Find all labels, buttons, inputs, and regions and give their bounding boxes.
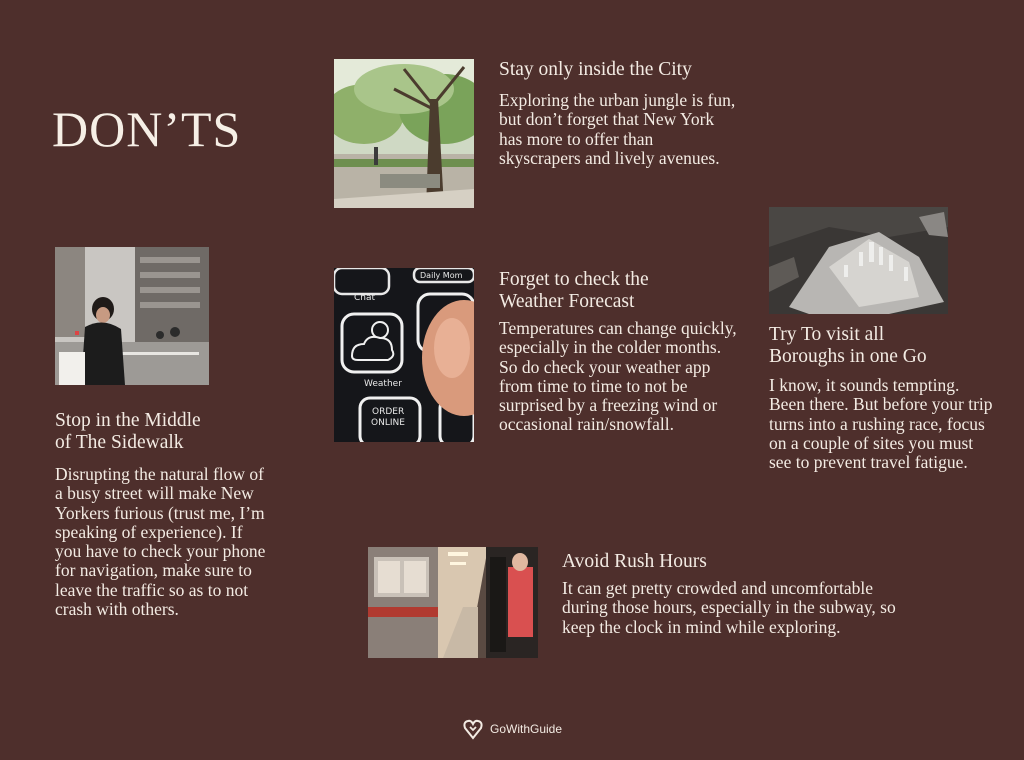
- park-photo: [334, 59, 474, 208]
- city-heading: Stay only inside the City: [499, 59, 692, 80]
- order-app-label-2: ONLINE: [371, 418, 405, 428]
- gowithguide-logo-icon: [462, 718, 484, 740]
- page-title: DON’TS: [52, 101, 242, 157]
- city-body: Exploring the urban jungle is fun, but don’t forget that New York has more to offer than skyscrapers and lively avenues.: [499, 90, 736, 168]
- boroughs-heading-line1: Try To visit all: [769, 324, 885, 345]
- sidewalk-heading: [55, 410, 201, 454]
- footer-brand[interactable]: GoWithGuide: [489, 722, 563, 736]
- weather-body: Temperatures can change quickly, especially in the colder months. So do check your weather app from time to time to not be surprised by a freezing wind or occasional rain/snowfall.: [499, 318, 737, 435]
- subway-photo: [368, 547, 538, 658]
- boroughs-body: I know, it sounds tempting. Been there. But before your trip turns into a rushing race, focus on a couple of sites you must see to prevent travel fatigue.: [769, 375, 993, 473]
- rush-body: It can get pretty crowded and uncomfortable during those hours, especially in the subway, so keep the clock in mind while exploring.: [562, 578, 896, 637]
- rush-heading: Avoid Rush Hours: [562, 551, 707, 572]
- street-photo: [55, 247, 209, 385]
- sidewalk-heading-line1: Stop in the Middle: [55, 410, 201, 431]
- boroughs-heading-line2: Boroughs in one Go: [769, 346, 927, 367]
- sidewalk-heading-line2: of The Sidewalk: [55, 432, 184, 453]
- city-model-photo: [769, 207, 948, 314]
- boroughs-heading: [769, 324, 927, 368]
- sidewalk-body: Disrupting the natural flow of a busy street will make New Yorkers furious (trust me, I’m speaking of experience). If you have to check your phone for navigation, make sure to leave the traffic so as to not crash with others.: [55, 464, 266, 620]
- weather-heading-line1: Forget to check the: [499, 269, 649, 290]
- weather-heading-line2: Weather Forecast: [499, 291, 635, 312]
- order-app-label-1: ORDER: [372, 407, 405, 417]
- weather-heading: [499, 269, 649, 313]
- chat-app-label: Chat: [354, 293, 376, 303]
- footer: [0, 718, 1024, 740]
- weather-app-label: Weather: [364, 379, 402, 389]
- daily-app-label: Daily Mom: [420, 271, 463, 280]
- phone-weather-app-photo: [334, 268, 474, 442]
